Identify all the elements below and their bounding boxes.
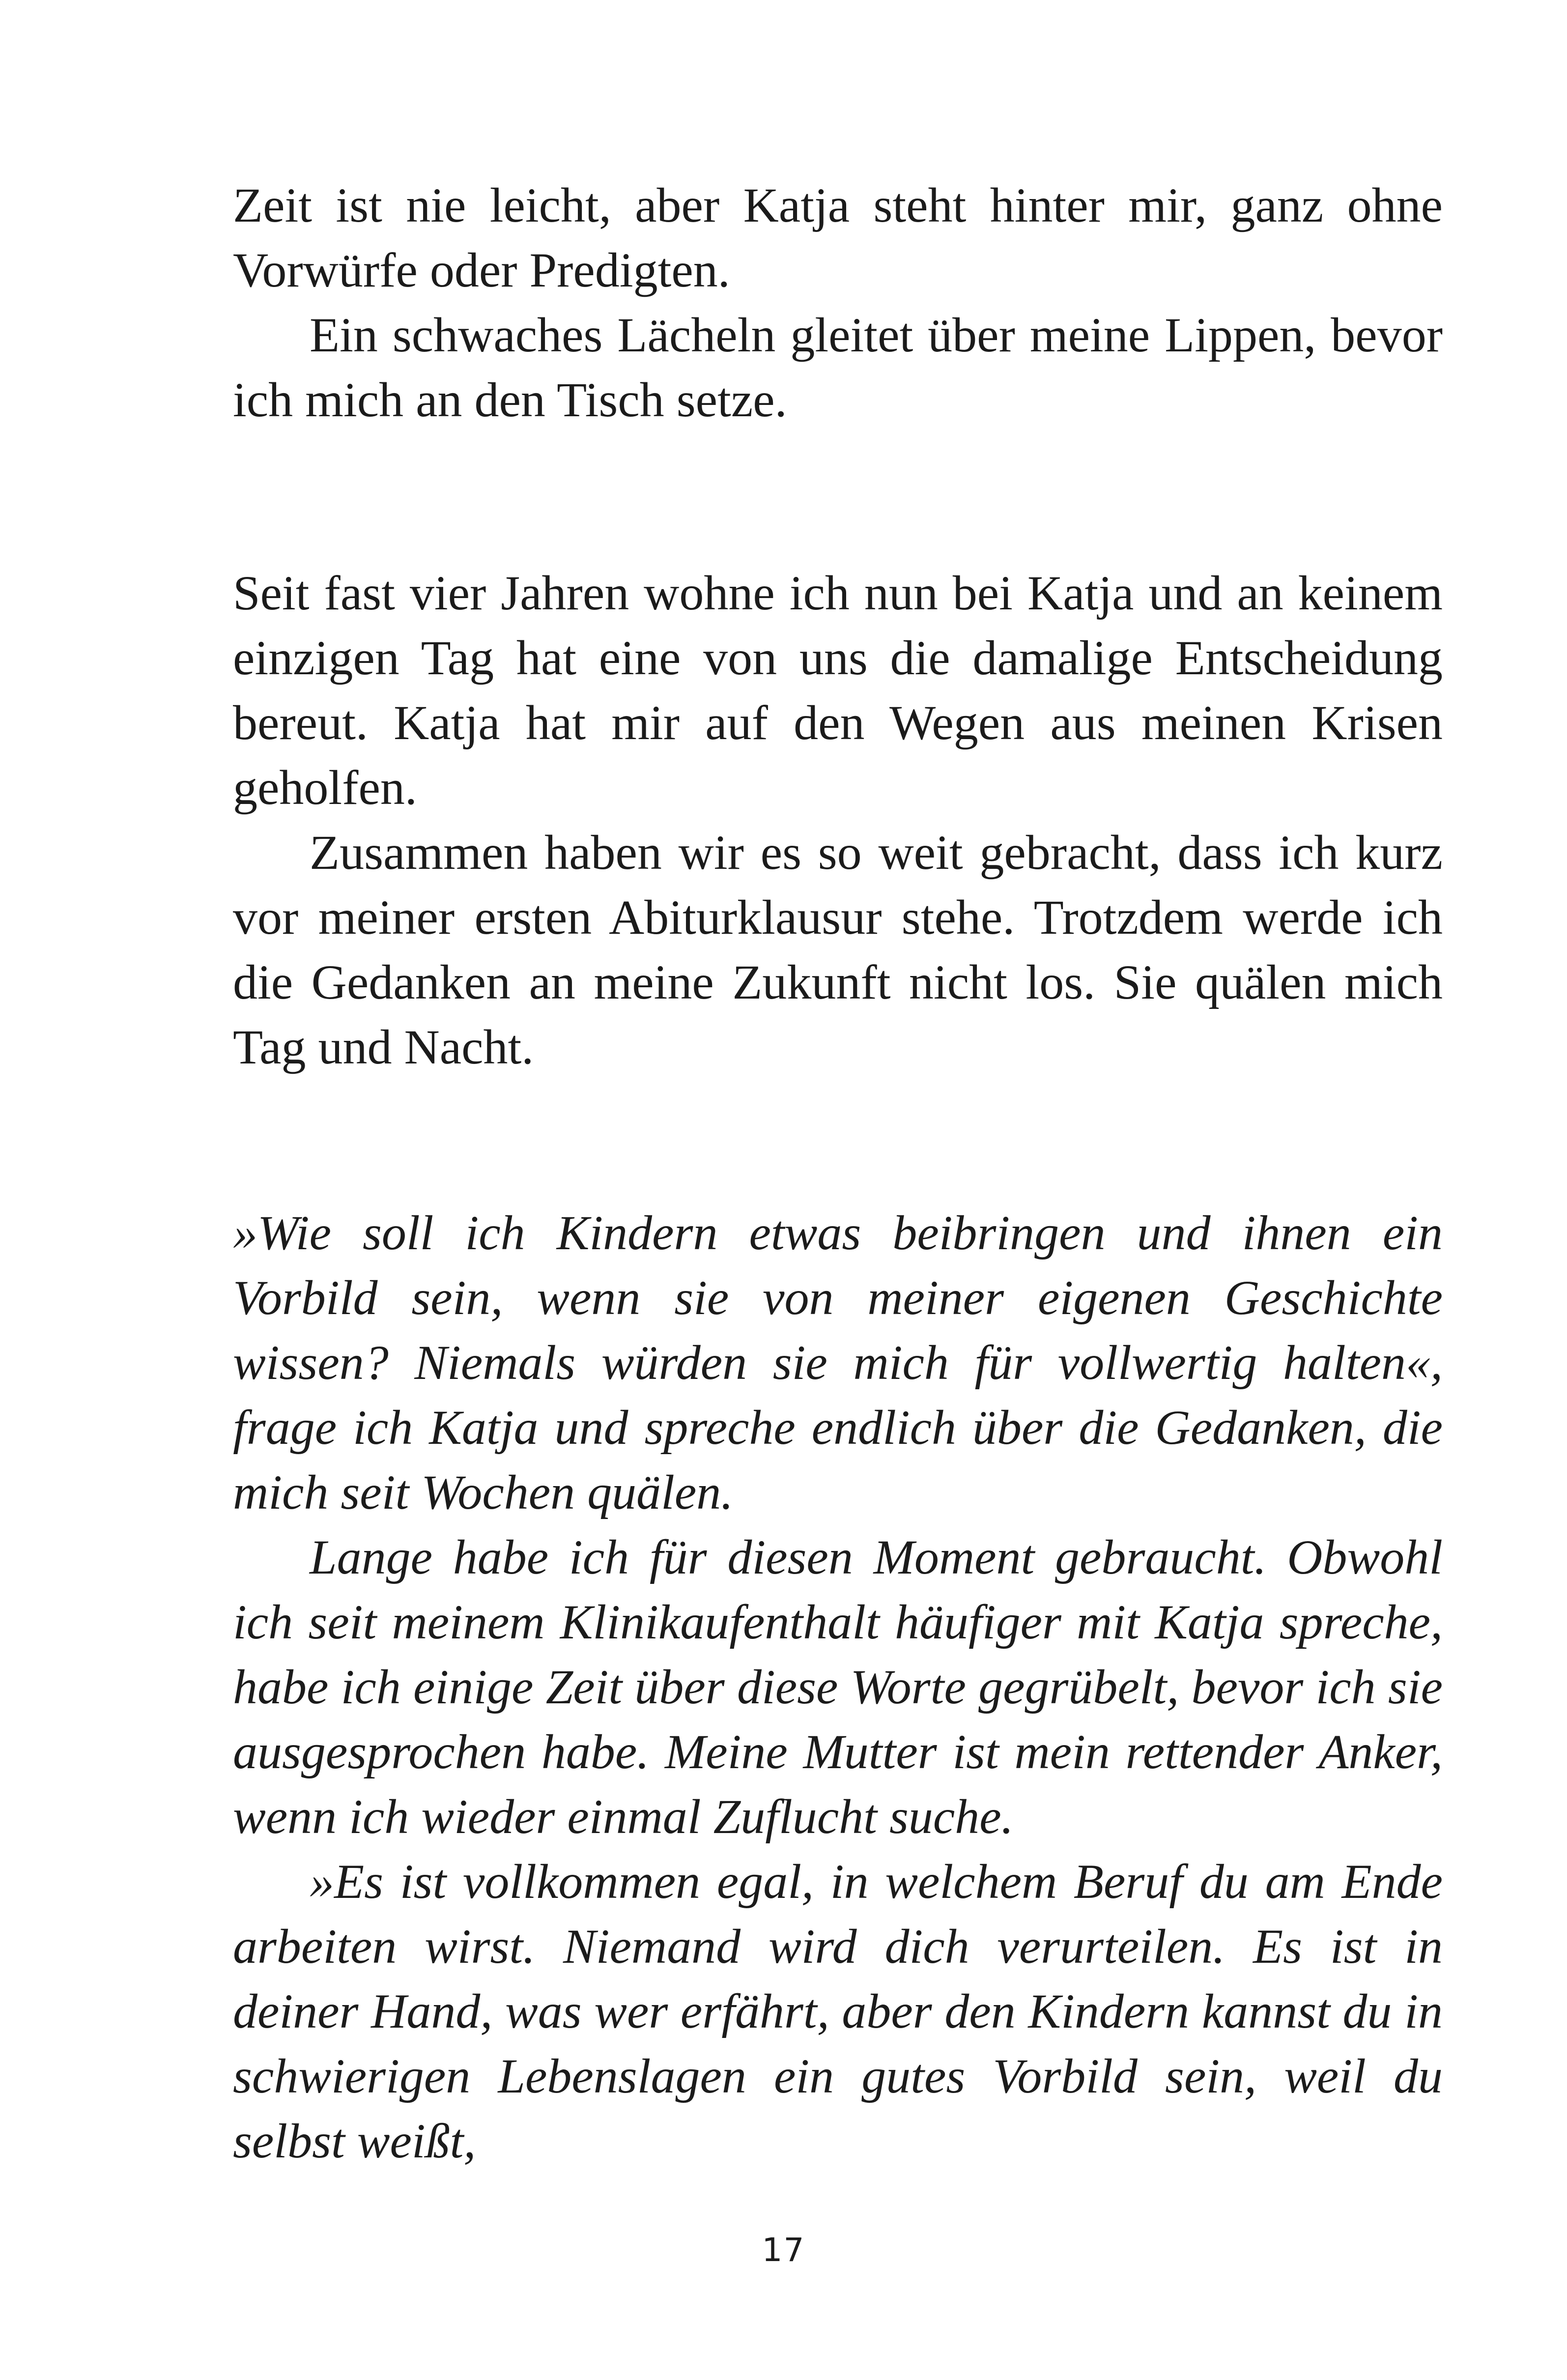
paragraph: Zeit ist nie leicht, aber Katja steht hinter mir, ganz ohne Vorwürfe oder Predigten.: [233, 178, 1443, 297]
text-section-3-italic: [233, 1201, 1443, 2174]
paragraph: Lange habe ich für diesen Moment gebraucht. Obwohl ich seit meinem Klinikaufenthalt häufiger mit Katja spreche, habe ich einige Zeit über diese Worte gegrübelt, bevor ich sie ausgesprochen habe. Meine Mutter ist mein rettender Anker, wenn ich wieder einmal Zuflucht suche.: [233, 1530, 1443, 1844]
paragraph: Ein schwaches Lächeln gleitet über meine Lippen, bevor ich mich an den Tisch setze.: [233, 308, 1443, 427]
text-section-2: [233, 561, 1443, 1080]
page-number: 17: [762, 2231, 805, 2269]
paragraph: Seit fast vier Jahren wohne ich nun bei Katja und an keinem einzigen Tag hat eine von uns die damalige Entscheidung bereut. Katja hat mir auf den Wegen aus meinen Krisen geholfen.: [233, 566, 1443, 815]
paragraph: »Wie soll ich Kindern etwas beibringen und ihnen ein Vorbild sein, wenn sie von meiner eigenen Geschichte wissen? Niemals würden sie mich für vollwertig halten«, frage ich Katja und spreche endlich über die Gedanken, die mich seit Wochen quälen.: [233, 1205, 1443, 1520]
paragraph: Zusammen haben wir es so weit gebracht, dass ich kurz vor meiner ersten Abiturklausur stehe. Trotzdem werde ich die Gedanken an meine Zukunft nicht los. Sie quälen mich Tag und Nacht.: [233, 825, 1443, 1074]
text-section-1: [233, 173, 1443, 432]
paragraph: »Es ist vollkommen egal, in welchem Beruf du am Ende arbeiten wirst. Niemand wird dich verurteilen. Es ist in deiner Hand, was wer erfährt, aber den Kindern kannst du in schwierigen Lebenslagen ein gutes Vorbild sein, weil du selbst weißt,: [233, 1854, 1443, 2168]
